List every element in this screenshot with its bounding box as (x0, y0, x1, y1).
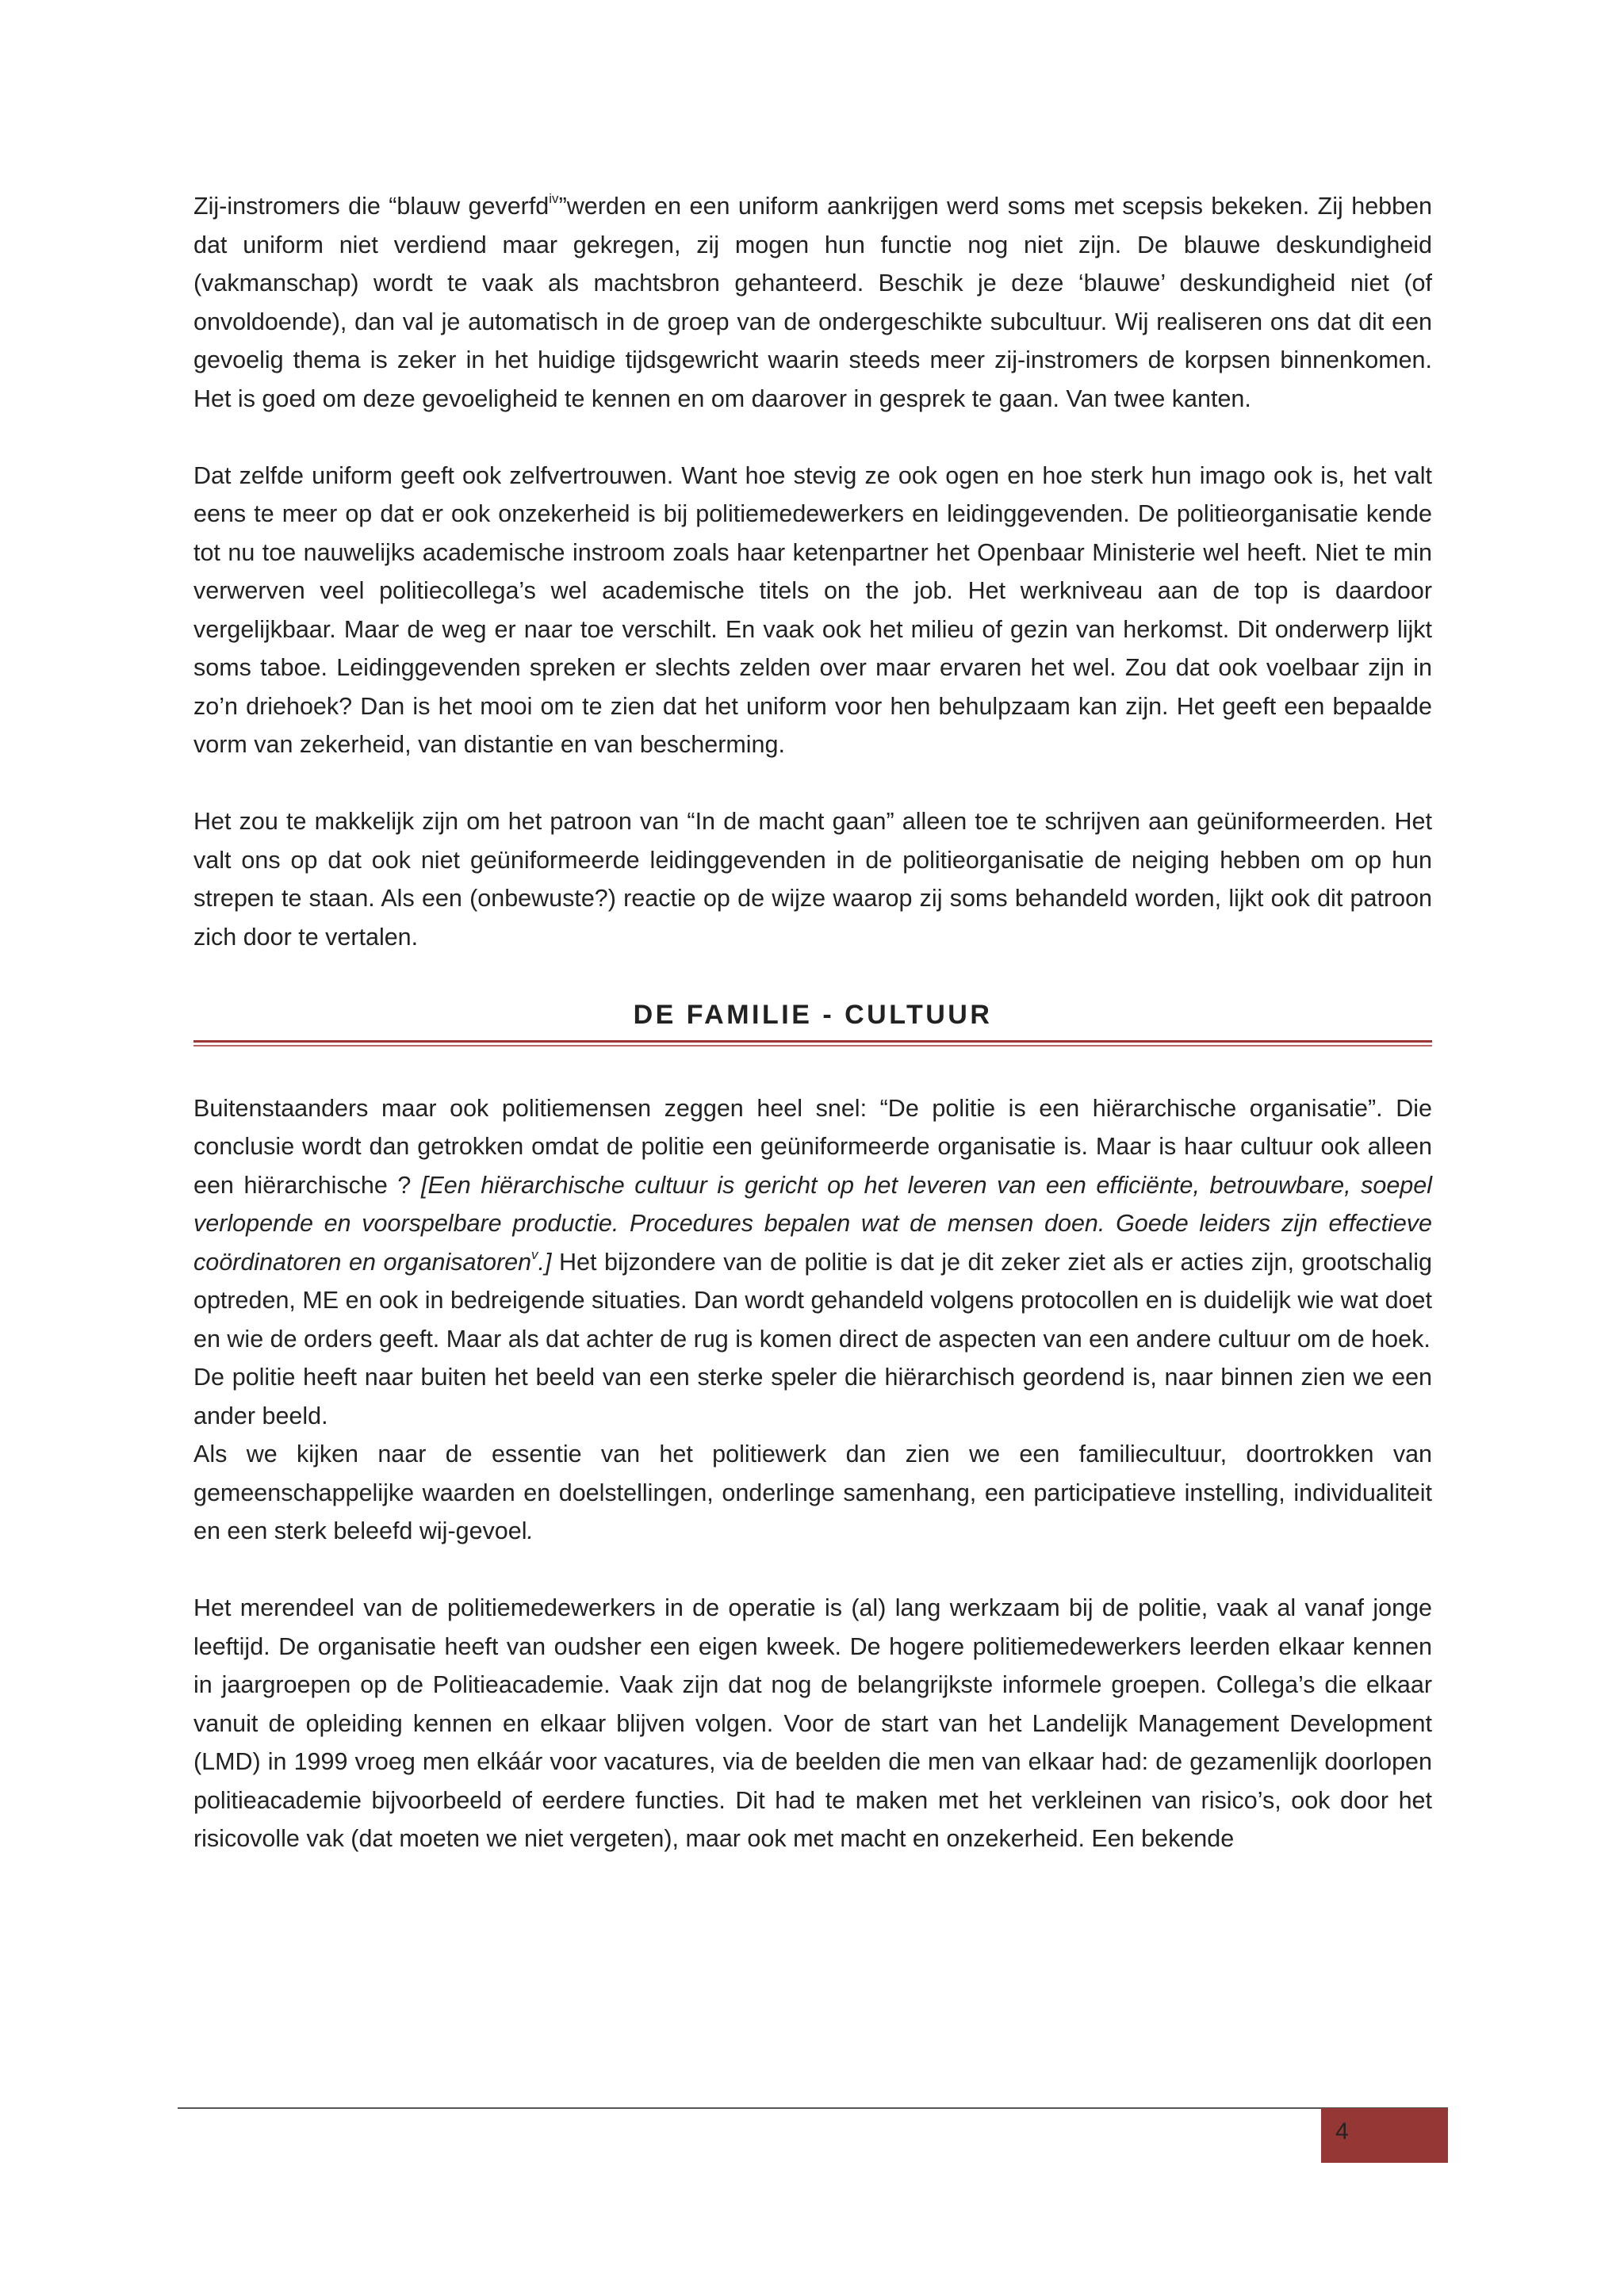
paragraph-text: Het bijzondere van de politie is dat je dit zeker ziet als er acties zijn, grootschalig optreden, ME en ook in bedreigende situaties. Dan wordt gehandeld volgens protocollen en is duidelijk wie wat doet en wie de orders geeft. Maar als dat achter de rug is komen direct de aspecten van een andere cultuur om de hoek. (193, 1248, 1432, 1353)
italic-period: . (527, 1517, 534, 1544)
endnote-marker[interactable]: iv (549, 191, 559, 206)
paragraph-text: Als we kijken naar de essentie van het politiewerk dan zien we een familiecultuur, doortrokken van gemeenschappelijke waarden en doelstellingen, onderlinge samenhang, een participatieve instelling, individualiteit en een sterk beleefd wij-gevoel (193, 1441, 1432, 1544)
paragraph-merendeel: Het merendeel van de politiemedewerkers in de operatie is (al) lang werkzaam bij de politie, vaak al vanaf jonge leeftijd. De organisatie heeft van oudsher een eigen kweek. De hogere politiemedewerkers leerden elkaar kennen in jaargroepen op de Politieacademie. Vaak zijn dat nog de belangrijkste informele groepen. Collega’s die elkaar vanuit de opleiding kennen en elkaar blijven volgen. Voor de start van het Landelijk Management Development (LMD) in 1999 vroeg men elkáár voor vacatures, via de beelden die men van elkaar had: de gezamenlijk doorlopen politieacademie bijvoorbeeld of eerdere functies. Dit had te maken met het verkleinen van risico’s, ook door het risicovolle vak (dat moeten we niet vergeten), maar ook met macht en onzekerheid. Een bekende (193, 1594, 1432, 1852)
paragraph-buiten-beeld: De politie heeft naar buiten het beeld van een sterke speler die hiërarchisch geordend is, naar binnen zien we een ander beeld. (193, 1364, 1432, 1429)
endnote-marker[interactable]: v (531, 1246, 538, 1262)
heading-rule (193, 1040, 1432, 1043)
page-number: 4 (1335, 2118, 1349, 2145)
paragraph-uniform: Dat zelfde uniform geeft ook zelfvertrouwen. Want hoe stevig ze ook ogen en hoe sterk hun imago ook is, het valt eens te meer op dat er ook onzekerheid is bij politiemedewerkers en leidinggevenden. De politieorganisatie kende tot nu toe nauwelijks academische instroom zoals haar ketenpartner het Openbaar Ministerie wel heeft. Niet te min verwerven veel politiecollega’s wel academische titels on the job. Het werkniveau aan de top is daardoor vergelijkbaar. Maar de weg er naar toe verschilt. En vaak ook het milieu of gezin van herkomst. Dit onderwerp lijkt soms taboe. Leidinggevenden spreken er slechts zelden over maar ervaren het wel. Zou dat ook voelbaar zijn in zo’n driehoek? Dan is het mooi om te zien dat het uniform voor hen behulpzaam kan zijn. Het geeft een bepaalde vorm van zekerheid, van distantie en van bescherming. (193, 461, 1432, 758)
body-text (193, 187, 1432, 1858)
italic-quote-end: .] (538, 1248, 552, 1276)
paragraph-in-de-macht: Het zou te makkelijk zijn om het patroon van “In de macht gaan” alleen toe te schrijven aan geüniformeerden. Het valt ons op dat ook niet geüniformeerde leidinggevenden in de politieorganisatie de neiging hebben om op hun strepen te staan. Als een (onbewuste?) reactie op de wijze waarop zij soms behandeld worden, lijkt ook dit patroon zich door te vertalen. (193, 808, 1432, 951)
paragraph-text: ”werden en een uniform aankrijgen werd soms met scepsis bekeken. Zij hebben dat uniform niet verdiend maar gekregen, zij mogen hun functie nog niet zijn. De blauwe deskundigheid (vakmanschap) wordt te vaak als machtsbron gehanteerd. Beschik je deze ‘blauwe’ deskundigheid niet (of onvoldoende), dan val je automatisch in de groep van de ondergeschikte subcultuur. Wij realiseren ons dat dit een gevoelig thema is zeker in het huidige tijdsgewricht waarin steeds meer zij-instromers de korpsen binnenkomen. Het is goed om deze gevoeligheid te kennen en om daarover in gesprek te gaan. Van twee kanten. (193, 193, 1433, 412)
paragraph-text: Zij-instromers die “blauw geverfd (193, 193, 550, 220)
paragraph-familiecultuur (193, 1435, 1432, 1551)
paragraph-hierarchische (193, 1089, 1432, 1359)
italic-quote: [Een hiërarchische cultuur is gericht op het leveren van een efficiënte, betrouwbare, soepel verlopende en voorspelbare productie. Procedures bepalen wat de mensen doen. Goede leiders zijn effectieve coördinatoren en organisatoren (193, 1171, 1432, 1276)
footer-rule (178, 2107, 1448, 2109)
paragraph-zij-instromers (193, 187, 1432, 418)
paragraph-text: Buitenstaanders maar ook politiemensen zeggen heel snel: “De politie is een hiërarchische organisatie”. Die conclusie wordt dan getrokken omdat de politie een geüniformeerde organisatie is. Maar is haar cultuur ook alleen een hiërarchische ? (193, 1094, 1432, 1199)
heading-rule-thin (193, 1045, 1432, 1047)
section-heading: DE FAMILIE - CULTUUR (633, 1000, 993, 1030)
